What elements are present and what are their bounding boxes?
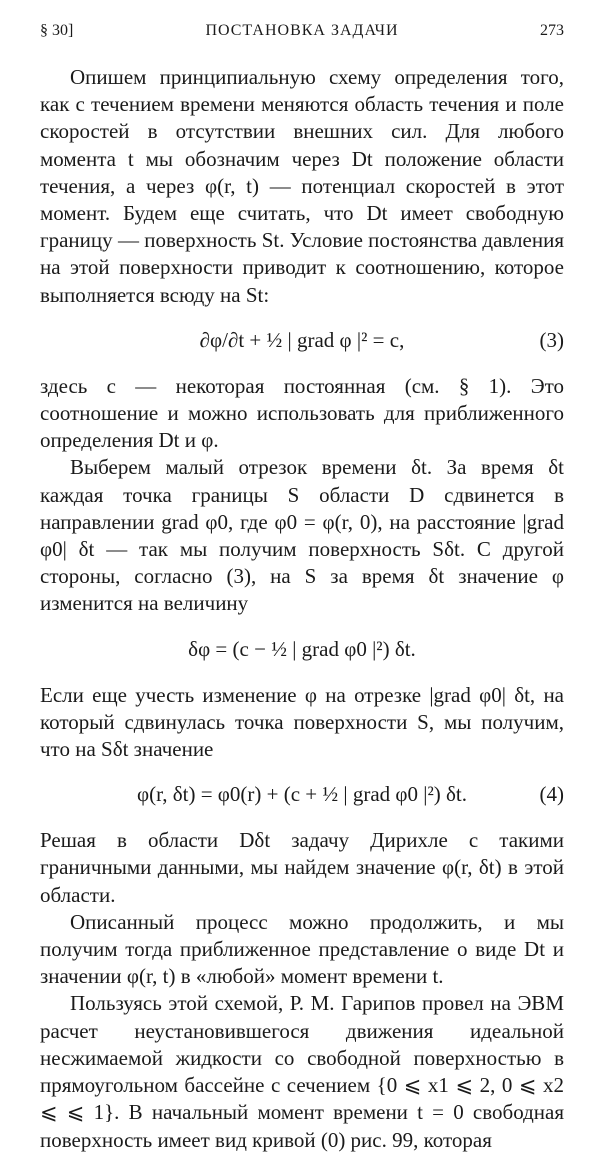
running-header — [40, 22, 564, 46]
paragraph-3: Выберем малый отрезок времени δt. За время δt каждая точка границы S области D сдвинется в направлении grad φ0, где φ0 = φ(r, 0), на расстояние |grad φ0| δt — так мы получим поверхность Sδt. С другой стороны, согласно (3), на S за время δt значение φ изменится на величину — [40, 455, 564, 616]
equation-delta-phi-formula: δφ = (c − ½ | grad φ0 |²) δt. — [188, 636, 416, 661]
paragraph-7: Пользуясь этой схемой, Р. М. Гарипов провел на ЭВМ расчет неустановившегося движения идеальной несжимаемой жидкости со свободной поверхностью в прямоугольном бассейне с сечением {0 ⩽ x1 ⩽ 2, 0 ⩽ x2 ⩽ ⩽ 1}. В начальный момент времени t = 0 свободная поверхность имеет вид кривой (0) рис. 99, которая — [40, 991, 564, 1152]
paragraph-1: Опишем принципиальную схему определения того, как с течением времени меняются область течения и поле скоростей в отсутствии внешних сил. Для любого момента t мы обозначим через Dt положение области течения, а через φ(r, t) — потенциал скоростей в этот момент. Будем еще считать, что Dt имеет свободную границу — поверхность St. Условие постоянства давления на этой поверхности приводит к соотношению, которое выполняется всюду на St: — [40, 65, 564, 307]
paragraph-6: Описанный процесс можно продолжить, и мы получим тогда приближенное представление о виде Dt и значении φ(r, t) в «любой» момент времени t. — [40, 909, 564, 989]
section-marker: § 30] — [40, 22, 74, 39]
equation-3 — [40, 319, 564, 365]
page-number: 273 — [540, 22, 564, 39]
equation-3-number: (3) — [539, 327, 564, 352]
paragraph-2: здесь c — некоторая постоянная (см. § 1). Это соотношение и можно использовать для приближенного определения Dt и φ. — [40, 373, 564, 453]
equation-4 — [40, 773, 564, 819]
equation-4-number: (4) — [539, 782, 564, 807]
paragraph-4: Если еще учесть изменение φ на отрезке |grad φ0| δt, на который сдвинулась точка поверхности S, мы получим, что на Sδt значение — [40, 682, 564, 762]
running-title: ПОСТАНОВКА ЗАДАЧИ — [205, 22, 399, 39]
page-body — [40, 64, 564, 1154]
paragraph-5: Решая в области Dδt задачу Дирихле с такими граничными данными, мы найдем значение φ(r, δt) в этой области. — [40, 828, 564, 907]
equation-4-formula: φ(r, δt) = φ0(r) + (c + ½ | grad φ0 |²) δt. — [136, 782, 468, 807]
equation-3-formula: ∂φ/∂t + ½ | grad φ |² = c, — [199, 327, 405, 352]
equation-delta-phi — [40, 628, 564, 674]
